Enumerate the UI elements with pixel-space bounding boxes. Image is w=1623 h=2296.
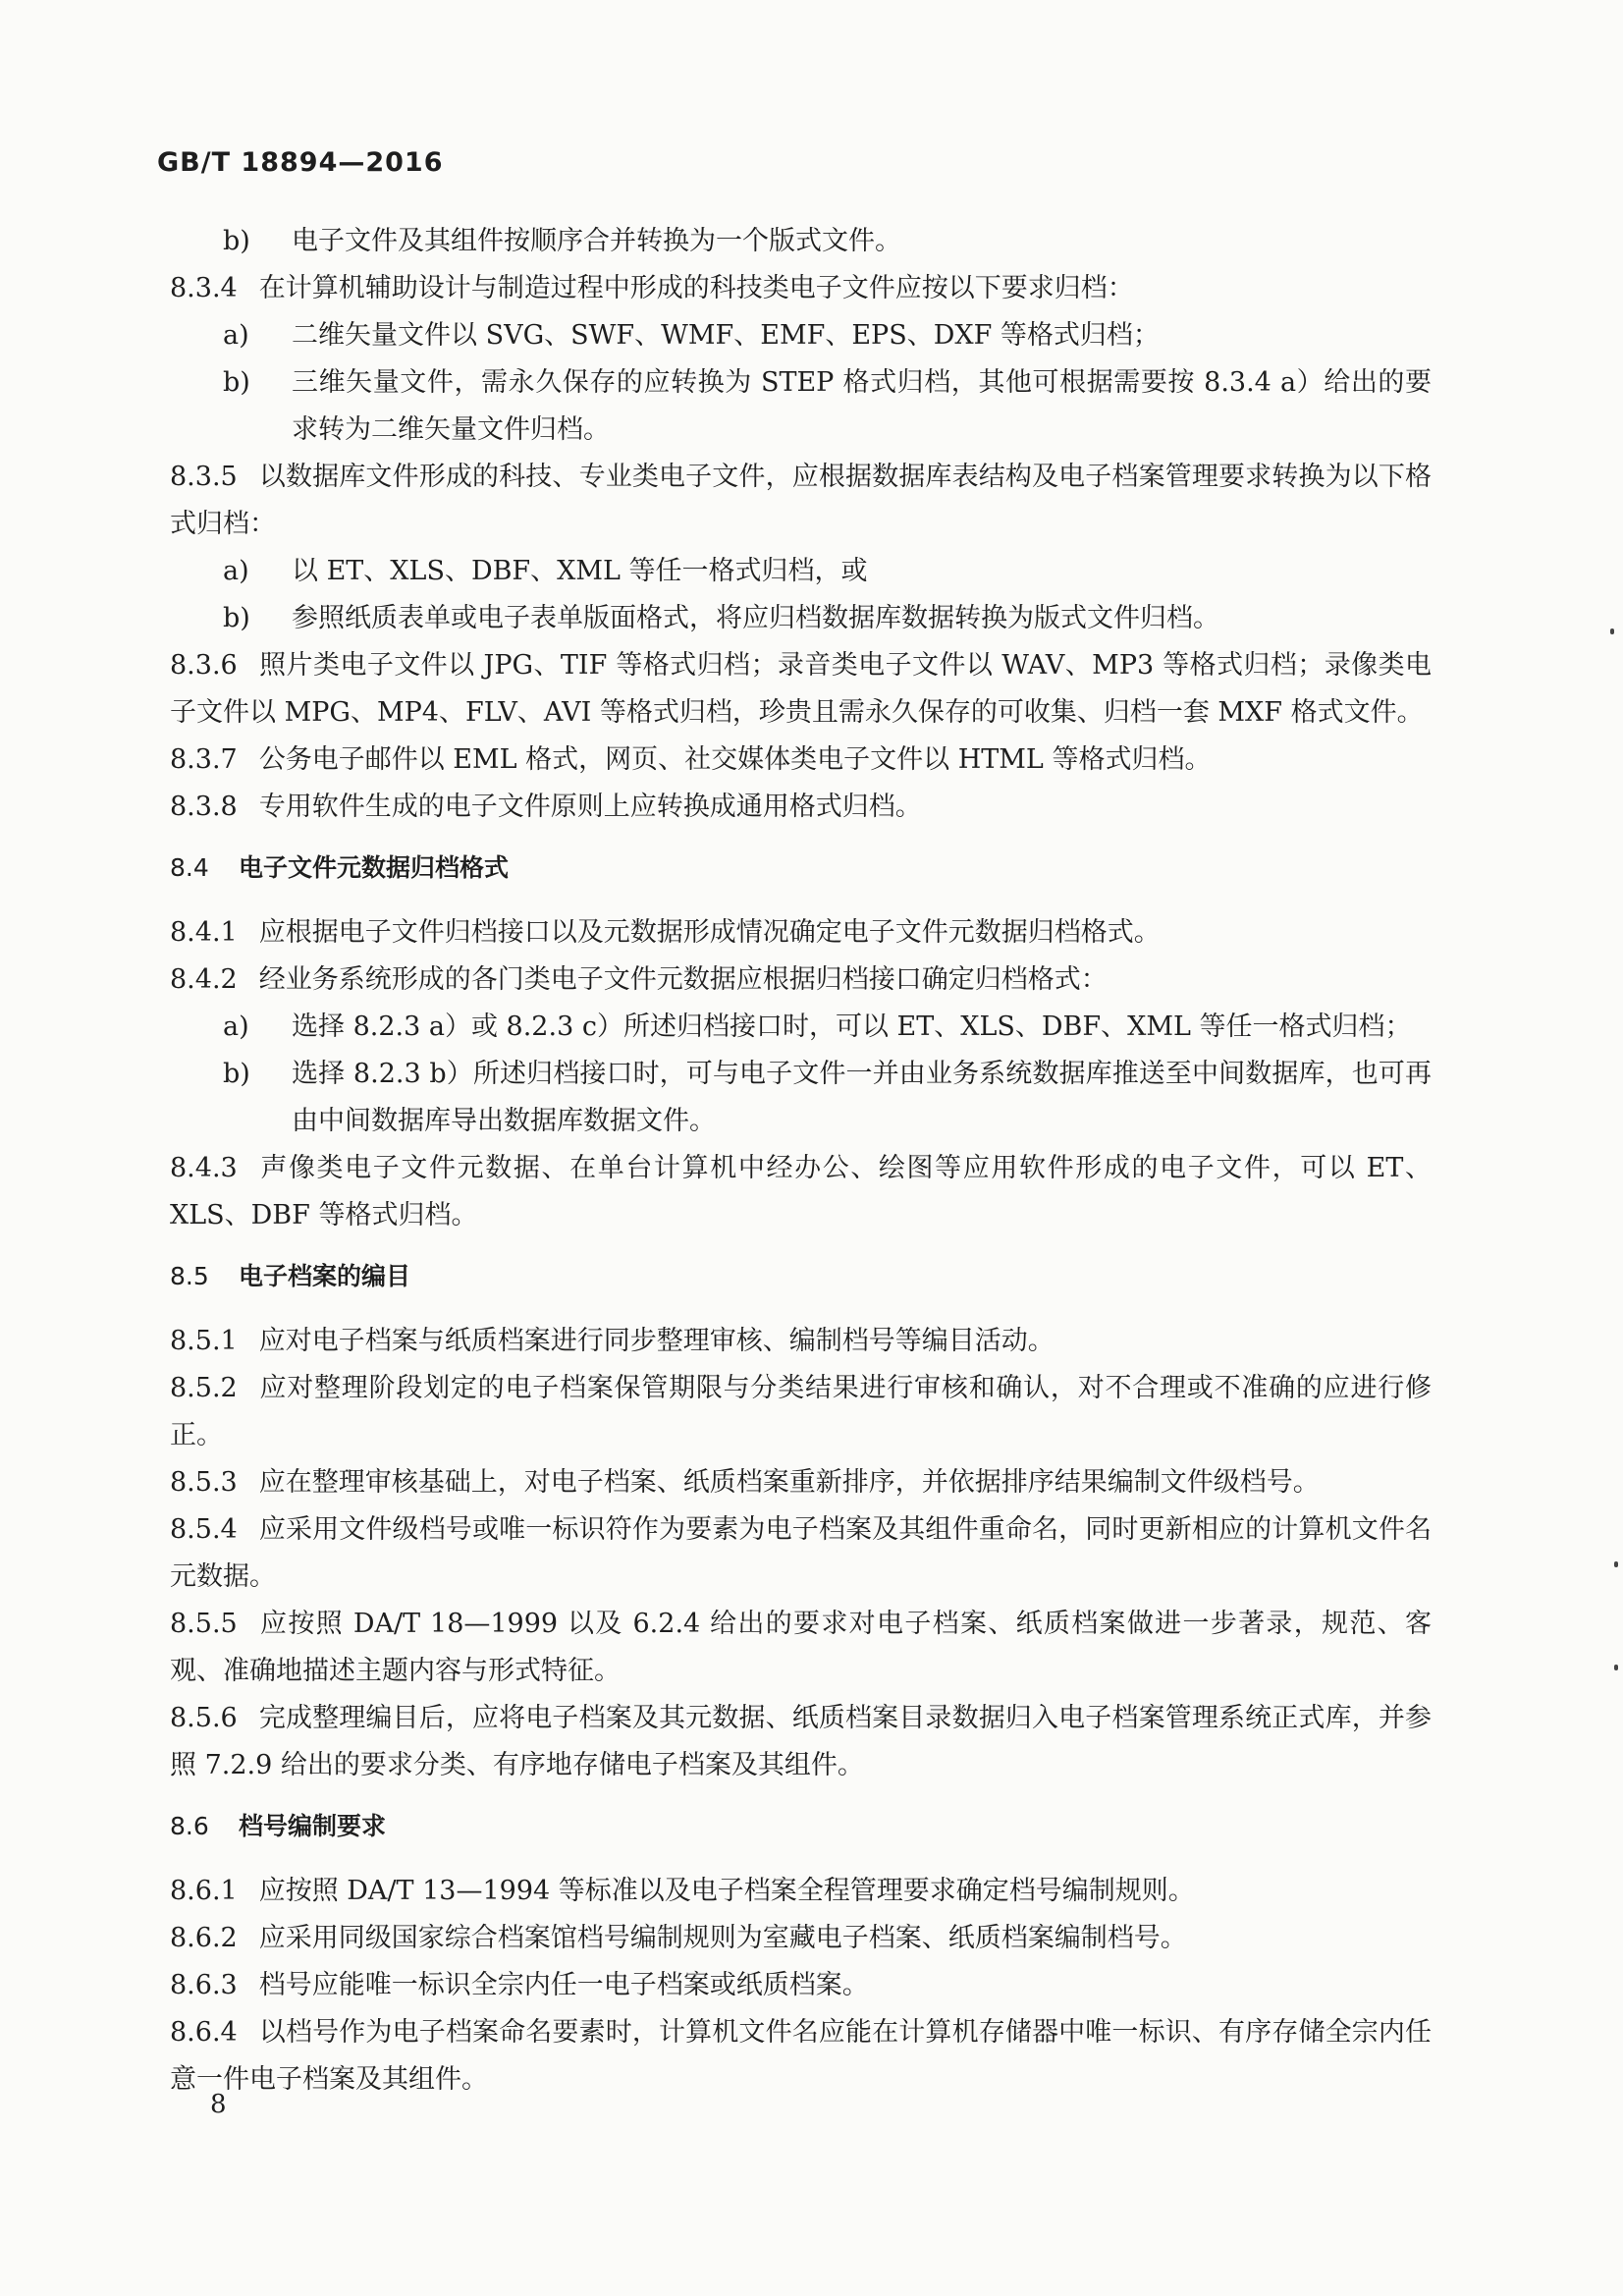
list-text: 三维矢量文件，需永久保存的应转换为 STEP 格式归档，其他可根据需要按 8.3.4 a）给出的要求转为二维矢量文件归档。: [292, 367, 1432, 445]
clause-8-4-3: [170, 1145, 1432, 1239]
section-title: 电子文件元数据归档格式: [239, 853, 510, 882]
document-body: [170, 218, 1432, 2104]
clause-number: 8.3.7: [170, 744, 238, 775]
page-number: 8: [210, 2090, 227, 2119]
clause-text: 在计算机辅助设计与制造过程中形成的科技类电子文件应按以下要求归档：: [258, 273, 1134, 303]
clause-8-5-5: [170, 1601, 1432, 1695]
list-item: [170, 1051, 1432, 1145]
clause-8-5-1: [170, 1318, 1432, 1365]
clause-8-6-3: [170, 1962, 1432, 2009]
clause-text: 公务电子邮件以 EML 格式，网页、社交媒体类电子文件以 HTML 等格式归档。: [258, 744, 1212, 775]
section-heading-8-4: [170, 845, 1432, 892]
section-number: 8.4: [170, 853, 209, 882]
clause-text: 应根据电子文件归档接口以及元数据形成情况确定电子文件元数据归档格式。: [258, 917, 1161, 948]
clause-number: 8.4.3: [170, 1153, 238, 1183]
section-title: 档号编制要求: [239, 1812, 387, 1840]
clause-number: 8.5.3: [170, 1467, 238, 1498]
clause-text: 应在整理审核基础上，对电子档案、纸质档案重新排序，并依据排序结果编制文件级档号。: [258, 1467, 1320, 1498]
section-heading-8-6: [170, 1803, 1432, 1850]
clause-8-4-1: [170, 909, 1432, 957]
clause-text: 完成整理编目后，应将电子档案及其元数据、纸质档案目录数据归入电子档案管理系统正式库，并参照 7.2.9 给出的要求分类、有序地存储电子档案及其组件。: [170, 1703, 1432, 1780]
section-number: 8.6: [170, 1812, 209, 1840]
clause-8-3-5: [170, 454, 1432, 548]
list-item: [170, 312, 1432, 359]
clause-8-4-2: [170, 957, 1432, 1004]
list-item: [170, 218, 1432, 265]
clause-text: 应按照 DA/T 13—1994 等标准以及电子档案全程管理要求确定档号编制规则。: [258, 1876, 1195, 1906]
clause-text: 应采用同级国家综合档案馆档号编制规则为室藏电子档案、纸质档案编制档号。: [258, 1923, 1187, 1953]
clause-8-5-4: [170, 1506, 1432, 1601]
clause-number: 8.4.1: [170, 917, 238, 948]
clause-number: 8.4.2: [170, 964, 238, 995]
list-item: [170, 548, 1432, 595]
clause-number: 8.5.5: [170, 1609, 238, 1639]
clause-text: 应对整理阶段划定的电子档案保管期限与分类结果进行审核和确认，对不合理或不准确的应进行修正。: [170, 1373, 1432, 1450]
list-item: [170, 595, 1432, 642]
list-text: 选择 8.2.3 b）所述归档接口时，可与电子文件一并由业务系统数据库推送至中间数据库，也可再由中间数据库导出数据库数据文件。: [292, 1059, 1432, 1136]
clause-number: 8.5.1: [170, 1326, 238, 1356]
clause-number: 8.3.4: [170, 273, 238, 303]
clause-8-5-2: [170, 1365, 1432, 1459]
clause-text: 声像类电子文件元数据、在单台计算机中经办公、绘图等应用软件形成的电子文件，可以 ET、XLS、DBF 等格式归档。: [170, 1153, 1432, 1230]
clause-8-3-4: [170, 265, 1432, 312]
clause-8-3-6: [170, 642, 1432, 737]
list-marker: a): [223, 320, 249, 351]
clause-number: 8.3.8: [170, 792, 238, 822]
clause-number: 8.3.5: [170, 462, 238, 492]
clause-8-3-8: [170, 784, 1432, 831]
clause-text: 应采用文件级档号或唯一标识符作为要素为电子档案及其组件重命名，同时更新相应的计算机文件名元数据。: [170, 1514, 1432, 1592]
section-heading-8-5: [170, 1253, 1432, 1300]
list-text: 参照纸质表单或电子表单版面格式，将应归档数据库数据转换为版式文件归档。: [292, 603, 1219, 633]
clause-text: 经业务系统形成的各门类电子文件元数据应根据归档接口确定归档格式：: [258, 964, 1108, 995]
list-marker: b): [223, 226, 250, 256]
clause-8-3-7: [170, 737, 1432, 784]
clause-8-5-6: [170, 1695, 1432, 1789]
list-item: [170, 1004, 1432, 1051]
clause-number: 8.6.4: [170, 2017, 238, 2048]
list-marker: b): [223, 1059, 250, 1089]
clause-8-5-3: [170, 1459, 1432, 1506]
clause-text: 应按照 DA/T 18—1999 以及 6.2.4 给出的要求对电子档案、纸质档案做进一步著录，规范、客观、准确地描述主题内容与形式特征。: [170, 1609, 1432, 1686]
clause-8-6-4: [170, 2009, 1432, 2104]
clause-number: 8.5.4: [170, 1514, 238, 1545]
clause-number: 8.6.2: [170, 1923, 238, 1953]
clause-number: 8.6.3: [170, 1970, 238, 2000]
list-text: 二维矢量文件以 SVG、SWF、WMF、EMF、EPS、DXF 等格式归档；: [292, 320, 1160, 351]
clause-text: 以档号作为电子档案命名要素时，计算机文件名应能在计算机存储器中唯一标识、有序存储全宗内任意一件电子档案及其组件。: [170, 2017, 1432, 2095]
list-text: 选择 8.2.3 a）或 8.2.3 c）所述归档接口时，可以 ET、XLS、DBF、XML 等任一格式归档；: [292, 1011, 1412, 1042]
list-marker: b): [223, 367, 250, 398]
document-header: GB/T 18894—2016: [157, 147, 444, 178]
clause-text: 照片类电子文件以 JPG、TIF 等格式归档；录音类电子文件以 WAV、MP3 等格式归档；录像类电子文件以 MPG、MP4、FLV、AVI 等格式归档，珍贵且需永久保存的可收集、归档一套 MXF 格式文件。: [170, 650, 1432, 728]
scan-speck: [1614, 1665, 1618, 1670]
clause-number: 8.3.6: [170, 650, 238, 681]
clause-8-6-2: [170, 1915, 1432, 1962]
list-text: 以 ET、XLS、DBF、XML 等任一格式归档，或: [292, 556, 868, 586]
clause-text: 档号应能唯一标识全宗内任一电子档案或纸质档案。: [258, 1970, 869, 2000]
clause-number: 8.6.1: [170, 1876, 238, 1906]
list-item: [170, 359, 1432, 454]
clause-text: 应对电子档案与纸质档案进行同步整理审核、编制档号等编目活动。: [258, 1326, 1055, 1356]
section-title: 电子档案的编目: [239, 1262, 411, 1290]
clause-text: 专用软件生成的电子文件原则上应转换成通用格式归档。: [258, 792, 922, 822]
clause-number: 8.5.2: [170, 1373, 238, 1403]
clause-number: 8.5.6: [170, 1703, 238, 1733]
clause-text: 以数据库文件形成的科技、专业类电子文件，应根据数据库表结构及电子档案管理要求转换为以下格式归档：: [170, 462, 1432, 539]
list-text: 电子文件及其组件按顺序合并转换为一个版式文件。: [292, 226, 901, 256]
section-number: 8.5: [170, 1262, 209, 1290]
list-marker: a): [223, 1011, 249, 1042]
clause-8-6-1: [170, 1868, 1432, 1915]
scan-speck: [1614, 1561, 1618, 1567]
scan-speck: [1610, 629, 1614, 634]
list-marker: a): [223, 556, 249, 586]
list-marker: b): [223, 603, 250, 633]
